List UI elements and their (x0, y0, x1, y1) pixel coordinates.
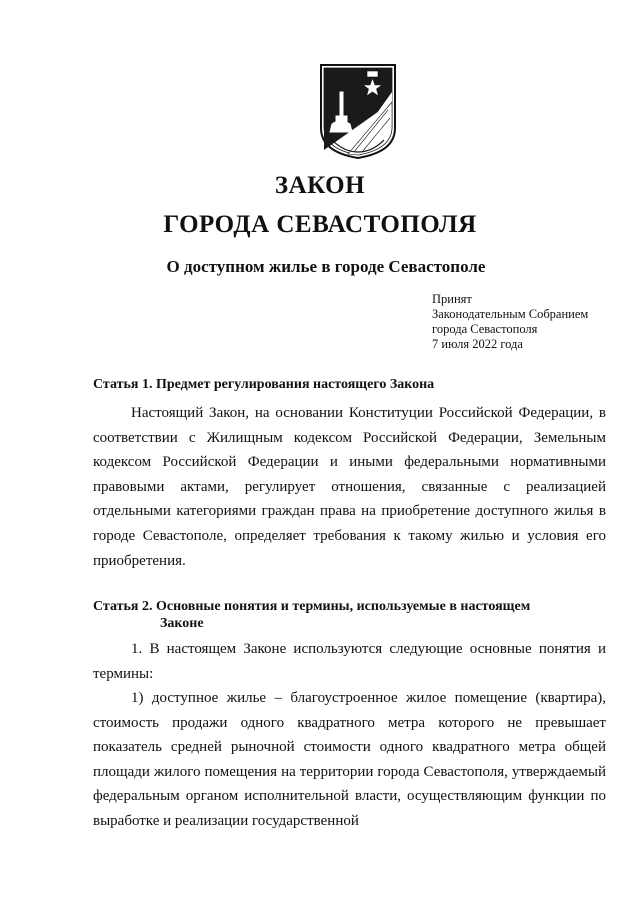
law-title: ЗАКОН (274, 172, 366, 199)
adoption-line: Законодательным Собранием (432, 307, 589, 321)
article-2-paragraph: 1. В настоящем Законе используются следующие основные понятия и термины: (93, 641, 606, 682)
adoption-line: города Севастополя (432, 322, 538, 336)
adoption-line: Принят (432, 292, 472, 306)
sevastopol-coat-of-arms-icon (318, 62, 398, 160)
article-1-text: Настоящий Закон, на основании Конституции Российской Федерации, в соответствии с Жилищным кодексом Российской Федерации, Земельным кодексом Российской Федерации и иными федеральными нормативными правовыми актами, регулирует отношения, связанные с реализацией отдельными категориями граждан права на приобретение доступного жилья в городе Севастополе, определяет требования к такому жилью и условия его приобретения. (93, 405, 606, 569)
article-2-heading-line: Статья 2. Основные понятия и термины, используемые в настоящем (93, 599, 531, 614)
article-2-definition: 1) доступное жилье – благоустроенное жилое помещение (квартира), стоимость продажи одного квадратного метра которого не превышает показатель средней рыночной стоимости одного квадратного метра общей площади жилого помещения на территории города Севастополя, утверждаемый федеральным органом исполнительной власти, осуществляющим функции по выработке и реализации государственной (93, 690, 606, 829)
article-2-heading-line: Законе (160, 616, 204, 631)
article-2-heading (93, 598, 613, 632)
law-subtitle: О доступном жилье в городе Севастополе (166, 257, 486, 276)
law-title-city: ГОРОДА СЕВАСТОПОЛЯ (163, 211, 477, 238)
adoption-block (432, 292, 632, 352)
adoption-date: 7 июля 2022 года (432, 337, 523, 351)
article-1-heading: Статья 1. Предмет регулирования настоящего Закона (93, 377, 435, 392)
